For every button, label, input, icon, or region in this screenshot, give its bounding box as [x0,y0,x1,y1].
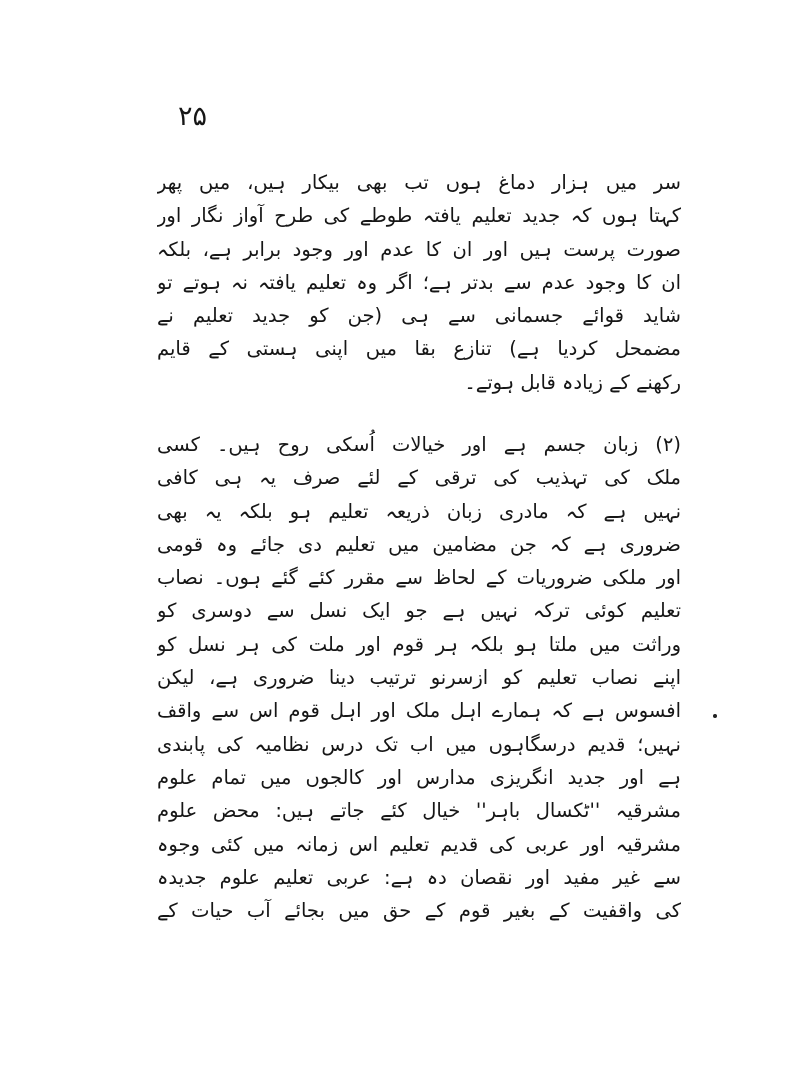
text-line: نہیں ہے کہ مادری زبان ذریعہ تعلیم ہو بلکہ یہ بھی [157,499,681,523]
text-line: افسوس ہے کہ ہمارے اہل ملک اور اہل قوم اس سے واقف [157,699,681,723]
text-line: سر میں ہزار دماغ ہوں تب بھی بیکار ہیں، میں پھر [157,171,681,194]
paragraph-2 [157,428,681,927]
text-line: ملک کی تہذیب کی ترقی کے لئے صرف یہ ہی کافی [157,466,681,490]
text-line: اور ملکی ضروریات کے لحاظ سے مقرر کئے گئے ہوں۔ نصاب [157,566,681,590]
text-line: رکھنے کے زیادہ قابل ہوتے۔ [464,370,681,394]
text-line: صورت پرست ہیں اور ان کا عدم اور وجود برابر ہے، بلکہ [157,237,681,261]
text-line: کی واقفیت کے بغیر قوم کے حق میں بجائے آب حیات کے [157,899,681,923]
text-line: ضروری ہے کہ جن مضامین میں تعلیم دی جائے وہ قومی [157,532,681,556]
text-line: ہے اور جدید انگریزی مدارس اور کالجوں میں تمام علوم [157,765,681,789]
text-line: اپنے نصاب تعلیم کو ازسرنو ترتیب دینا ضروری ہے، لیکن [157,666,681,690]
text-line: (۲) زبان جسم ہے اور خیالات اُسکی روح ہیں۔ کسی [157,433,681,456]
text-line: تعلیم کوئی ترکہ نہیں ہے جو ایک نسل سے دوسری کو [157,599,681,623]
text-line: نہیں؛ قدیم درسگاہوں میں اب تک درس نظامیہ کی پابندی [157,732,681,756]
text-line: سے غیر مفید اور نقصان دہ ہے: عربی تعلیم علوم جدیدہ [157,865,681,889]
page-number: ۲۵ [178,101,208,132]
text-line: مشرقیہ ''ٹکسال باہر'' خیال کئے جاتے ہیں: محض علوم [157,799,681,823]
text-line: مضمحل کردیا ہے) تنازع بقا میں اپنی ہستی کے قایم [157,337,681,361]
text-line: کہتا ہوں کہ جدید تعلیم یافتہ طوطے کی طرح آواز نگار اور [157,204,681,228]
text-line: وراثت میں ملتا ہو بلکہ ہر قوم اور ملت کی ہر نسل کو [157,632,681,656]
paragraph-1 [157,166,681,399]
text-line: شاید قوائے جسمانی سے ہی (جن کو جدید تعلیم نے [157,304,681,328]
ink-dot [713,714,717,718]
text-line: ان کا وجود عدم سے بدتر ہے؛ اگر وہ تعلیم یافتہ نہ ہوتے تو [157,270,681,294]
text-line: مشرقیہ اور عربی کی قدیم تعلیم اس زمانہ میں کئی وجوہ [157,832,681,856]
